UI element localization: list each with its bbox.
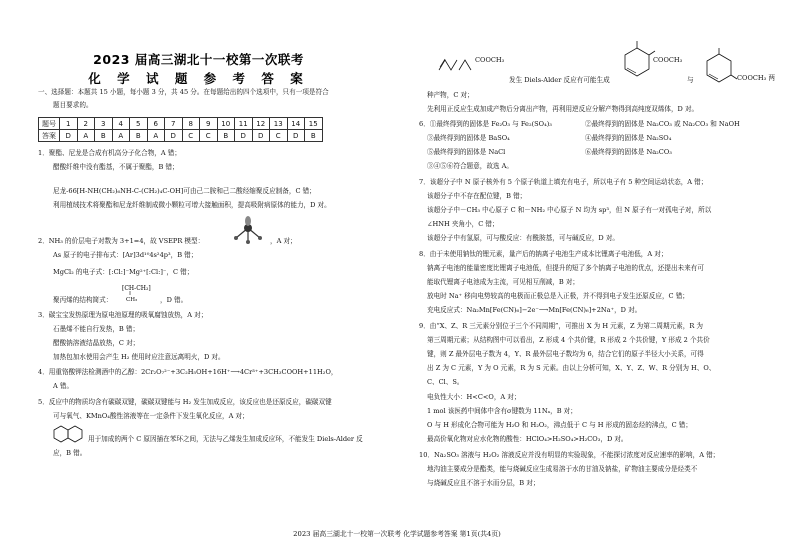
table-header-cell: 答案 <box>39 130 60 142</box>
answer-line: 7．该超分子中 N 原子核外有 5 个原子轨道上填充有电子，所以电子有 5 种空间运动状态，A 错； <box>419 178 708 186</box>
answer-line: A 错。 <box>53 382 74 390</box>
cyclohexene-ester-isomer-image <box>699 48 739 88</box>
answer-line: 该超分子中不存在配位键，B 错； <box>427 192 527 200</box>
answer-line: C、Cl、S。 <box>427 378 464 386</box>
page-subtitle: 化 学 试 题 参 考 答 案 <box>88 71 309 86</box>
answer-line: ③④⑤⑥符合题意，故选 A。 <box>427 162 513 170</box>
answer-line: 尼龙-66[H-NH(CH₂)₆NH-C-(CH₂)₄C-OH]可由己二胺和己二酸经缩聚反应制备，C 错； <box>53 187 316 195</box>
answer-line: ②最终得到的固体是 Na₂CO₃ 或 Na₂CO₃ 和 NaOH <box>585 120 740 128</box>
answer-line: ③最终得到的固体是 BaSO₄ <box>427 134 510 142</box>
table-cell: D <box>165 130 183 142</box>
answer-line: 可与氧气、KMnO₄酸性溶液等在一定条件下发生氧化反应，A 对； <box>53 412 249 420</box>
answer-line: 能取代锂离子电池成为主流，可见相互削减，B 对； <box>427 278 580 286</box>
answer-line: 1 mol 该医药中间体中含有σ键数为 11Nₐ，B 对； <box>427 407 577 415</box>
answer-line: ④最终得到的固体是 Na₂SO₄ <box>585 134 672 142</box>
table-cell: D <box>235 130 253 142</box>
answer-line: 键，则 Z 最外层电子数为 4，Y、R 最外层电子数均为 6，结合它们的原子半径大小关系，可得 <box>427 350 704 358</box>
answer-line: 4．用重铬酸钾法检测酒中的乙醇：2Cr₂O₇²⁻+3C₂H₅OH+16H⁺⟶4Cr³⁺+3CH₃COOH+11H₂O， <box>38 368 338 376</box>
answer-line: 电负性大小：H<C<O，A 对； <box>427 393 521 401</box>
answer-table <box>38 117 323 142</box>
table-cell: 10 <box>217 118 235 130</box>
nh3-vsepr-model-image <box>228 216 268 246</box>
answer-line: As 原子的电子排布式：[Ar]3d¹⁰4s²4p³，B 错； <box>53 251 198 259</box>
answer-line: 聚丙烯的结构简式： <box>53 296 113 304</box>
table-cell: B <box>130 130 148 142</box>
answer-line: 石墨烯不能自行发热，B 错； <box>53 325 140 333</box>
table-cell: C <box>270 130 288 142</box>
table-cell: 12 <box>252 118 270 130</box>
answer-line: ∠HNH 夹角小，C 错； <box>427 220 499 228</box>
answer-line: 先利用正反应生成加成产物后分离出产物，再利用逆反应分解产物得到高纯度双烯体，D 对。 <box>427 105 699 113</box>
section-intro-cont: 题目要求的。 <box>53 101 93 109</box>
table-cell: 5 <box>130 118 148 130</box>
answer-line: 与 <box>687 76 694 84</box>
answer-line: 1．聚酯、尼龙是合成有机高分子化合物，A 错； <box>38 149 181 157</box>
table-cell: C <box>200 130 218 142</box>
formula-label: COOCH₃ <box>653 56 683 64</box>
table-cell: A <box>77 130 95 142</box>
table-cell: 4 <box>112 118 130 130</box>
answer-line: 3．碳宝宝发热原理为原电池原理的吸氧腐蚀放热，A 对； <box>38 311 208 319</box>
page-title: 2023 届高三湖北十一校第一次联考 <box>93 52 304 67</box>
answer-line: 最高价氧化物对应水化物的酸性：HClO₄>H₂SO₄>H₂CO₃，D 对。 <box>427 435 628 443</box>
answer-line: 2．NH₃ 的价层电子对数为 3+1=4，故 VSEPR 模型： <box>38 237 205 245</box>
table-cell: D <box>252 130 270 142</box>
answer-line: 出 Z 为 C 元素，Y 为 O 元素，R 为 S 元素。由以上分析可知，X、Y、Z、W、R 分别为 H、O、 <box>427 364 716 372</box>
table-cell: D <box>287 130 305 142</box>
table-cell: 3 <box>95 118 113 130</box>
answer-line: 用于加成的两个 C 原因插在苯环之间，无法与乙烯发生加成反应环，不能发生 Diels-Alder 反 <box>88 435 363 443</box>
answer-line: 应，B 错。 <box>53 449 87 457</box>
table-header-cell: 题号 <box>39 118 60 130</box>
table-cell: D <box>60 130 78 142</box>
answer-line: 9．由“X、Z、R 三元素分别位于三个不同周期”，可推出 X 为 H 元素，Z 为第二周期元素，R 为 <box>419 322 704 330</box>
answer-line: 6．①最终得到的固体是 Fe₂O₃ 与 Fe₂(SO₄)₃ <box>419 120 552 128</box>
answer-line: O 与 H 形成化合物可能为 H₂O 和 H₂O₂，沸点低于 C 与 H 形成的固态烃的沸点，C 错； <box>427 421 692 429</box>
answer-line: 种产物，C 对； <box>427 91 474 99</box>
answer-line: 加热包加水使用会产生 H₂ 使用时应注意远离明火，D 对。 <box>53 353 225 361</box>
svg-text:[CH-CH₂]: [CH-CH₂] <box>122 285 151 292</box>
answer-line: 放电时 Na⁺ 移向电势较高的电极而正极总是入正极，并不得到电子发生还原反应，C 错； <box>427 292 689 300</box>
svg-text:CH₃: CH₃ <box>126 297 138 302</box>
answer-line: 发生 Diels-Alder 反应有可能生成 <box>509 76 610 84</box>
answer-line: 钠离子电池的能量密度比锂离子电池低，但提升的短了多个钠离子电池的优点，还提出未来有可 <box>427 264 704 272</box>
table-cell: B <box>217 130 235 142</box>
table-cell: 13 <box>270 118 288 130</box>
answer-line: 充电反应式：Na₂Mn[Fe(CN)₆]−2e⁻⟶Mn[Fe(CN)₆]+2Na⁺，D 对。 <box>427 306 642 314</box>
answer-line: 第三周期元素；从结构图中可以看出，Z 形成 4 个共价键，R 形成 2 个共价键，Y 形成 2 个共价 <box>427 336 710 344</box>
table-cell: B <box>305 130 323 142</box>
table-cell: B <box>95 130 113 142</box>
table-cell: 15 <box>305 118 323 130</box>
answer-line: 5．反应中的物质均含有碳碳双键，碳碳双键能与 H₂ 发生加成反应，该反应也是还原反应，碳碳双键 <box>38 398 332 406</box>
page-footer: 2023 届高三湖北十一校第一次联考 化学试题参考答案 第1页(共4页) <box>293 530 501 538</box>
answer-line: ⑤最终得到的固体是 NaCl <box>427 148 506 156</box>
answer-line: ⑥最终得到的固体是 Na₂CO₃ <box>585 148 672 156</box>
answer-line: 地沟油主要成分是酯类，能与烧碱反应生成易溶于水的甘油及钠盐，矿物油主要成分是烃类不 <box>427 465 698 473</box>
table-cell: 11 <box>235 118 253 130</box>
table-cell: 9 <box>200 118 218 130</box>
answer-line: 8．由于未使用钠钛的锂元素，量产后的钠离子电池生产成本比锂离子电池低，A 对； <box>419 250 668 258</box>
answer-line: 该超分子中－CH₃ 中心原子 C 和－NH₂ 中心原子 N 均为 sp³，但 N 原子有一对孤电子对，所以 <box>427 206 712 214</box>
table-cell: A <box>147 130 165 142</box>
table-cell: 1 <box>60 118 78 130</box>
answer-line: ，D 错。 <box>160 296 188 304</box>
answer-line: 醋酸纤维中没有酯基，不属于聚酯，B 错； <box>53 163 179 171</box>
answer-line: MgCl₂ 的电子式：[:Cl:]⁻Mg²⁺[:Cl:]⁻，C 错； <box>53 268 194 276</box>
table-cell: 8 <box>182 118 200 130</box>
answer-line: 该超分子中有氢原，可与酸反应：有酰胺基，可与碱反应，D 对。 <box>427 234 620 242</box>
table-cell: 7 <box>165 118 183 130</box>
table-cell: A <box>112 130 130 142</box>
formula-label: COOCH₃ <box>475 56 505 64</box>
section-intro: 一、选择题：本题共 15 小题，每小题 3 分，共 45 分。在每题给出的四个选项中，只有一项是符合 <box>38 88 329 96</box>
naphthalene-structure-image <box>53 424 85 446</box>
answer-table-answer-row <box>39 130 323 142</box>
formula-label: COOCH₃ 两 <box>737 74 775 82</box>
cyclohexene-ester-structure-image <box>617 40 657 82</box>
polypropylene-structure-image <box>120 282 160 302</box>
diene-ester-structure-image <box>437 50 479 74</box>
table-cell: 6 <box>147 118 165 130</box>
answer-line: 与烧碱反应且不溶于水而分层，B 对； <box>427 479 540 487</box>
answer-line: 利用植绒技术将聚酯和尼龙纤维制成微小颗粒可增大接触面积，提高吸附病原体的能力，D 对。 <box>53 201 331 209</box>
table-cell: C <box>182 130 200 142</box>
answer-line: 10．Na₂SO₃ 溶液与 H₂O₂ 溶液反应并没有明显的实验现象，不能探讨浓度对反应速率的影响，A 错； <box>419 451 720 459</box>
answer-line: ，A 对； <box>270 237 297 245</box>
answer-table-number-row <box>39 118 323 130</box>
table-cell: 2 <box>77 118 95 130</box>
table-cell: 14 <box>287 118 305 130</box>
answer-line: 醋酸钠溶液结晶放热，C 对； <box>53 339 140 347</box>
